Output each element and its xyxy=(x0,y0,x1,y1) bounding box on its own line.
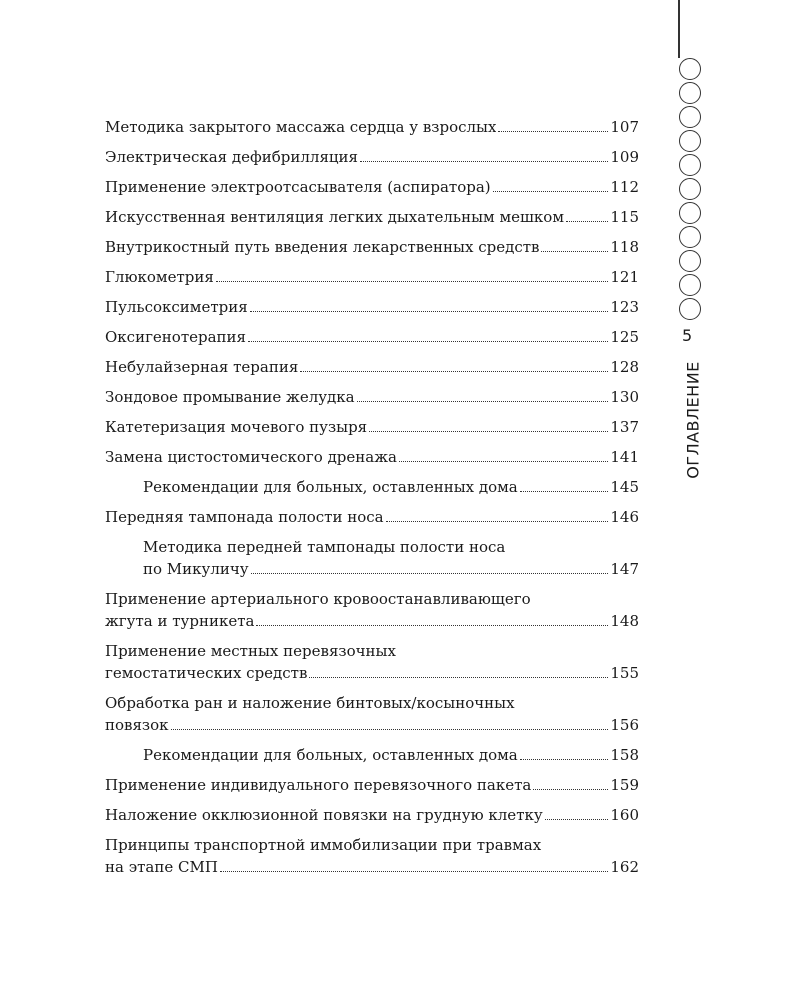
toc-entry[interactable] xyxy=(105,804,639,826)
toc-entry[interactable] xyxy=(105,206,639,228)
circle-ornament xyxy=(679,202,701,224)
toc-entry[interactable] xyxy=(105,146,639,168)
toc-entry-page: 137 xyxy=(610,418,639,436)
dot-leader xyxy=(220,870,608,872)
dot-leader xyxy=(216,280,609,282)
toc-entry-title: Замена цистостомического дренажа xyxy=(105,448,397,466)
toc-entry-page: 118 xyxy=(610,238,639,256)
dot-leader xyxy=(533,788,608,790)
toc-entry-page: 148 xyxy=(610,612,639,630)
toc-entry-page: 107 xyxy=(610,118,639,136)
toc-entry-title: жгута и турникета xyxy=(105,612,255,630)
toc-entry-title: на этапе СМП xyxy=(105,858,218,876)
toc-entry[interactable] xyxy=(105,386,639,408)
toc-entry[interactable] xyxy=(105,236,639,258)
toc-entry-page: 147 xyxy=(610,560,639,578)
toc-entry-title: Методика закрытого массажа сердца у взрослых xyxy=(105,118,497,136)
section-title: ОГЛАВЛЕНИЕ xyxy=(683,361,703,479)
toc-entry-page: 160 xyxy=(610,806,639,824)
toc-entry-title-line: Применение артериального кровоостанавливающего xyxy=(105,590,531,608)
toc-entry-page: 162 xyxy=(610,858,639,876)
dot-leader xyxy=(545,818,609,820)
dot-leader xyxy=(171,728,609,730)
toc-entry-page: 159 xyxy=(610,776,639,794)
toc-entry-title: Рекомендации для больных, оставленных дома xyxy=(143,478,518,496)
toc-entry-title: Электрическая дефибрилляция xyxy=(105,148,359,166)
toc-entry-title-line: Применение местных перевязочных xyxy=(105,642,396,660)
toc-entry-title: Оксигенотерапия xyxy=(105,328,247,346)
toc-entry[interactable] xyxy=(105,176,639,198)
circle-ornament xyxy=(679,226,701,248)
dot-leader xyxy=(309,676,608,678)
dot-leader xyxy=(399,460,608,462)
toc-entry-title: гемостатических средств xyxy=(105,664,308,682)
toc-entry-page: 125 xyxy=(610,328,639,346)
dot-leader xyxy=(250,310,609,312)
toc-entry-page: 146 xyxy=(610,508,639,526)
circle-ornament xyxy=(679,130,701,152)
toc-entry-title: Глюкометрия xyxy=(105,268,214,286)
dot-leader xyxy=(386,520,609,522)
toc-entry-page: 128 xyxy=(610,358,639,376)
page-number: 5 xyxy=(682,326,693,345)
toc-entry[interactable] xyxy=(105,296,639,318)
circle-ornament xyxy=(679,178,701,200)
circle-ornament xyxy=(679,274,701,296)
toc-entry-title: Применение электроотсасывателя (аспиратора) xyxy=(105,178,491,196)
dot-leader xyxy=(520,490,609,492)
dot-leader xyxy=(256,624,608,626)
toc-entry-title: Наложение окклюзионной повязки на грудную клетку xyxy=(105,806,543,824)
toc-entry-page: 115 xyxy=(610,208,639,226)
toc-entry-title: Небулайзерная терапия xyxy=(105,358,299,376)
toc-entry[interactable] xyxy=(105,640,639,684)
circle-ornament xyxy=(679,154,701,176)
toc-entry-title: Рекомендации для больных, оставленных дома xyxy=(143,746,518,764)
toc-entry[interactable] xyxy=(105,834,639,878)
toc-entry-title: Пульсоксиметрия xyxy=(105,298,248,316)
toc-entry[interactable] xyxy=(105,588,639,632)
toc-entry-page: 121 xyxy=(610,268,639,286)
toc-entry-page: 156 xyxy=(610,716,639,734)
toc-entry[interactable] xyxy=(105,476,639,498)
toc-entry-title: Применение индивидуального перевязочного пакета xyxy=(105,776,532,794)
toc-entry-page: 145 xyxy=(610,478,639,496)
dot-leader xyxy=(248,340,608,342)
toc-entry[interactable] xyxy=(105,416,639,438)
toc-entry-page: 112 xyxy=(610,178,639,196)
toc-entry-title: повязок xyxy=(105,716,169,734)
toc-entry[interactable] xyxy=(105,506,639,528)
toc-entry-title-line: Методика передней тампонады полости носа xyxy=(143,538,506,556)
toc-entry-title: по Микуличу xyxy=(143,560,249,578)
toc-entry[interactable] xyxy=(105,446,639,468)
toc-entry-page: 141 xyxy=(610,448,639,466)
circle-ornament xyxy=(679,250,701,272)
decorative-circles xyxy=(679,58,701,322)
dot-leader xyxy=(566,220,608,222)
circle-ornament xyxy=(679,298,701,320)
circle-ornament xyxy=(679,106,701,128)
dot-leader xyxy=(520,758,609,760)
circle-ornament xyxy=(679,58,701,80)
toc-entry-page: 155 xyxy=(610,664,639,682)
toc-entry[interactable] xyxy=(105,266,639,288)
toc-entry[interactable] xyxy=(105,744,639,766)
toc-entry-title: Зондовое промывание желудка xyxy=(105,388,355,406)
toc-entry[interactable] xyxy=(105,326,639,348)
dot-leader xyxy=(493,190,609,192)
toc-entry-title: Катетеризация мочевого пузыря xyxy=(105,418,368,436)
toc-entry-title-line: Принципы транспортной иммобилизации при травмах xyxy=(105,836,542,854)
toc-entry-page: 109 xyxy=(610,148,639,166)
toc-entry-page: 130 xyxy=(610,388,639,406)
table-of-contents xyxy=(105,116,639,886)
toc-entry[interactable] xyxy=(105,356,639,378)
toc-entry[interactable] xyxy=(105,536,639,580)
dot-leader xyxy=(357,400,609,402)
circle-ornament xyxy=(679,82,701,104)
dot-leader xyxy=(251,572,609,574)
toc-entry-title: Внутрикостный путь введения лекарственных средств xyxy=(105,238,540,256)
dot-leader xyxy=(360,160,608,162)
toc-entry-page: 158 xyxy=(610,746,639,764)
dot-leader xyxy=(541,250,608,252)
toc-entry[interactable] xyxy=(105,774,639,796)
vertical-rule xyxy=(678,0,680,58)
dot-leader xyxy=(369,430,608,432)
toc-entry-title: Искусственная вентиляция легких дыхательным мешком xyxy=(105,208,565,226)
dot-leader xyxy=(498,130,608,132)
toc-entry[interactable] xyxy=(105,692,639,736)
toc-entry[interactable] xyxy=(105,116,639,138)
toc-entry-title-line: Обработка ран и наложение бинтовых/косыночных xyxy=(105,694,515,712)
toc-entry-page: 123 xyxy=(610,298,639,316)
dot-leader xyxy=(300,370,608,372)
toc-entry-title: Передняя тампонада полости носа xyxy=(105,508,384,526)
